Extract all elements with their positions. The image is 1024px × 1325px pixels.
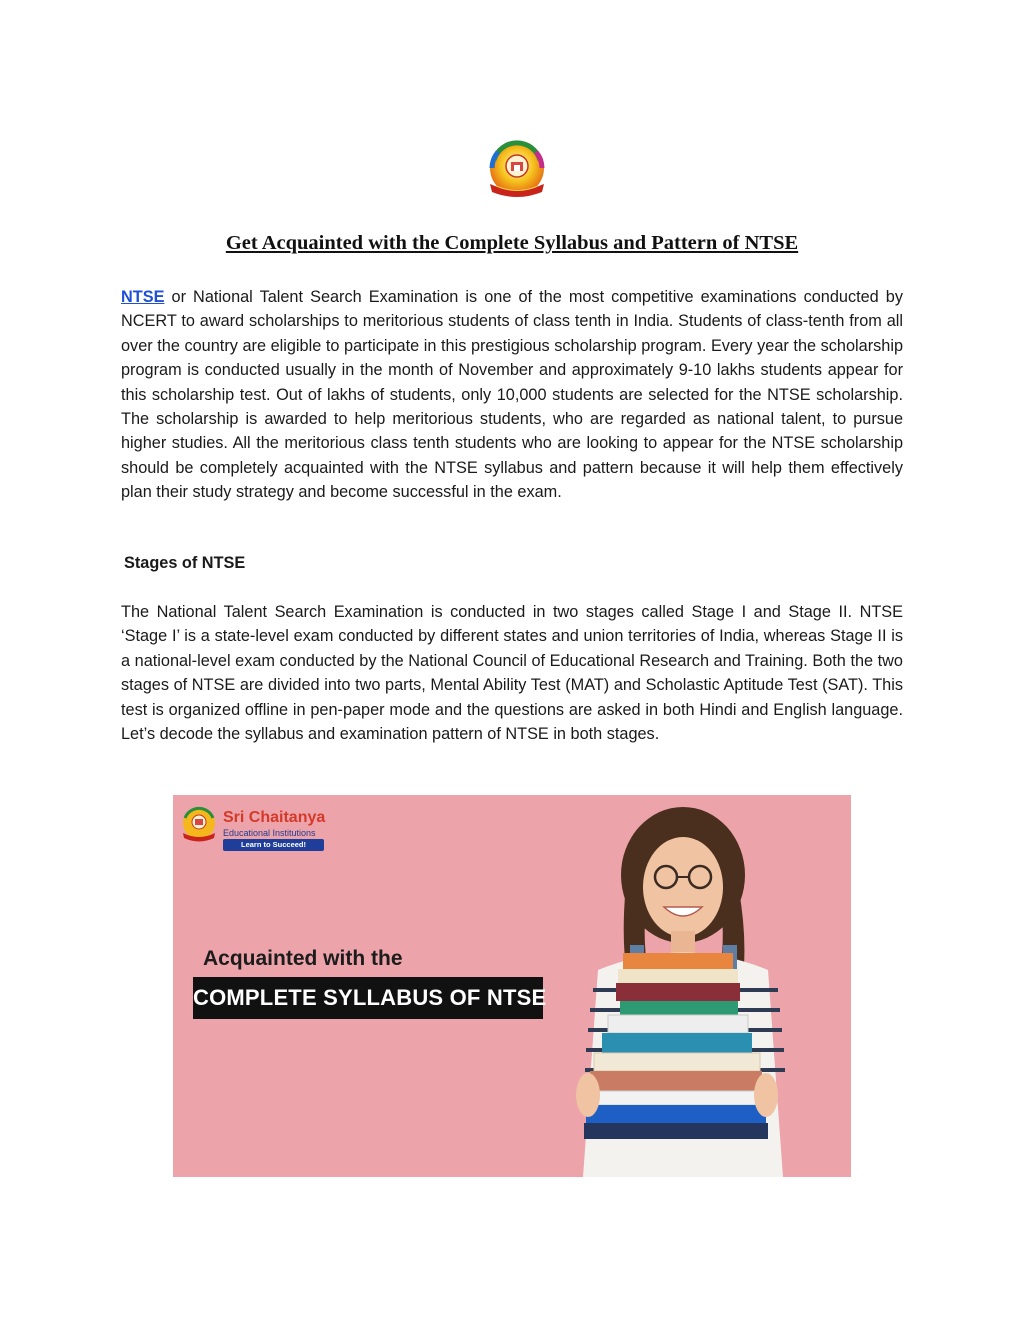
stages-paragraph: The National Talent Search Examination is conducted in two stages called Stage I and Stage II. NTSE ‘Stage I’ is a state-level exam conducted by different states and union territories of India, whereas Stage II is a national-level exam conducted by the National Council of Educational Research and Training. Both the two stages of NTSE are divided into two parts, Mental Ability Test (MAT) and Scholastic Aptitude Test (SAT). This test is organized offline in pen-paper mode and the questions are asked in both Hindi and English language. Let’s decode the syllabus and examination pattern of NTSE in both stages. [121,603,903,744]
brand-subtitle: Educational Institutions [223,828,316,838]
institution-emblem-icon [484,138,550,204]
banner-highlight: COMPLETE SYLLABUS OF NTSE [193,977,543,1019]
banner-heading: Acquainted with the [203,947,403,970]
brand-name: Sri Chaitanya [223,809,326,826]
intro-paragraph [121,285,903,505]
section-heading: Stages of NTSE [124,554,246,572]
intro-text: or National Talent Search Examination is one of the most competitive examinations conducted by NCERT to award scholarships to meritorious students of class tenth in India. Students of class-tenth from all over the country are eligible to participate in this prestigious scholarship program. Every year the scholarship program is conducted usually in the month of November and approximately 9-10 lakhs students appear for this scholarship test. Out of lakhs of students, only 10,000 students are selected for the NTSE scholarship. The scholarship is awarded to help meritorious students, who are regarded as national talent, to pursue higher studies. All the meritorious class tenth students who are looking to appear for the NTSE scholarship should be completely acquainted with the NTSE syllabus and pattern because it will help them effectively plan their study strategy and become successful in the exam. [121,288,903,502]
student-holding-books-photo [568,795,851,1177]
page-title: Get Acquainted with the Complete Syllabus and Pattern of NTSE [225,232,799,254]
brand-tagline: Learn to Succeed! [223,839,324,851]
ntse-link[interactable]: NTSE [121,288,165,306]
brand-emblem-icon [179,805,219,845]
ntse-banner-image [173,795,851,1177]
brand-logo [179,805,329,851]
